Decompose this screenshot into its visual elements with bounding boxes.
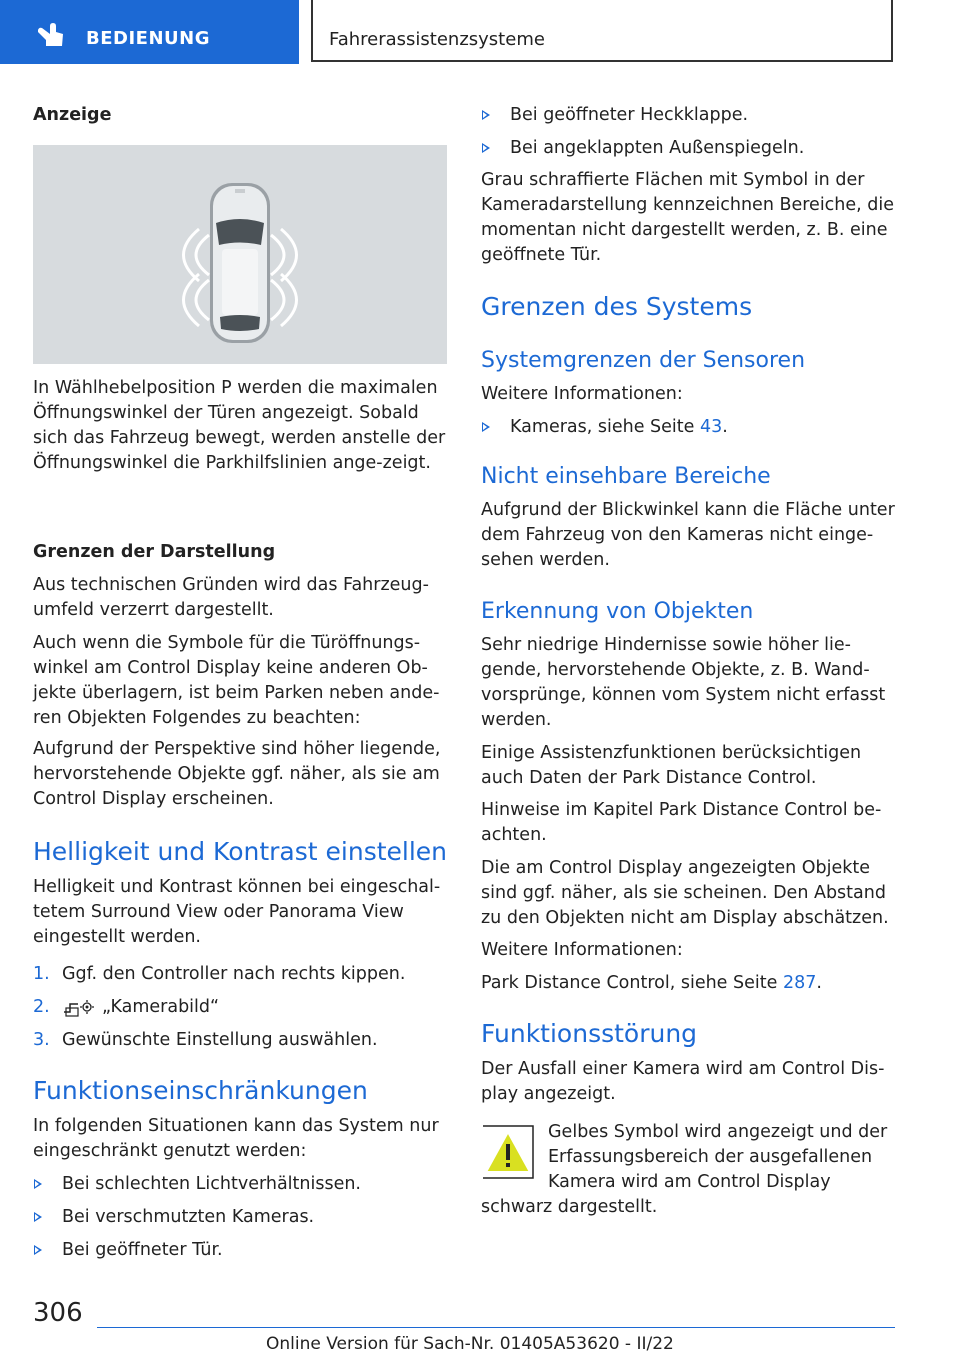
paragraph: Hinweise im Kapitel Park Distance Control be‐achten. [481,800,882,845]
paragraph: In folgenden Situationen kann das System nur eingeschränkt genutzt werden: [33,1116,439,1161]
triangle-bullet-icon [34,1179,42,1189]
einschraenkungen-heading: Funktionseinschränkungen [33,1076,368,1105]
car-top-view-illustration [33,145,447,364]
funktionsstoerung-heading: Funktionsstörung [481,1019,698,1048]
paragraph: Weitere Informationen: [481,384,683,404]
online-version-text: Online Version für Sach-Nr. 01405A53620 - II/22 [266,1334,674,1354]
section-title: BEDIENUNG [86,28,210,49]
triangle-bullet-icon [482,110,490,120]
page-link-43[interactable]: 43 [699,417,723,437]
anzeige-title: Anzeige [33,105,112,125]
page-number: 306 [33,1298,83,1328]
triangle-bullet-icon [482,422,490,432]
nicht-einsehbar-heading: Nicht einsehbare Bereiche [481,464,771,489]
paragraph: In Wählhebelposition P werden die maximalen Öffnungswinkel der Türen angezeigt. Sobald sich das Fahrzeug bewegt, werden anstelle der Öffnungswinkel die Parkhilfslinien ange‐zeigt. [33,378,446,473]
chapter-title: Fahrerassistenzsysteme [329,29,545,50]
car-top-view-icon [33,145,447,364]
paragraph: Einige Assistenzfunktionen berücksichtigen auch Daten der Park Distance Control. [481,743,862,788]
chapter-header [311,0,893,62]
paragraph: Sehr niedrige Hindernisse sowie höher lie‐gende, hervorstehende Objekte, z. B. Wand‐vorsprünge, können vom System nicht erfasst werden. [481,635,886,730]
helligkeit-heading: Helligkeit und Kontrast einstellen [33,837,448,866]
paragraph: Aus technischen Gründen wird das Fahrzeug‐umfeld verzerrt dargestellt. [33,575,429,620]
triangle-bullet-icon [482,143,490,153]
paragraph: Helligkeit und Kontrast können bei eingeschal‐tetem Surround View oder Panorama View eingestellt werden. [33,877,441,947]
footer-divider [97,1327,895,1328]
sensoren-heading: Systemgrenzen der Sensoren [481,348,806,373]
section-tab [0,0,299,64]
paragraph: Aufgrund der Blickwinkel kann die Fläche unter dem Fahrzeug von den Kameras nicht einge‐sehen werden. [481,500,895,570]
paragraph: Der Ausfall einer Kamera wird am Control Dis‐play angezeigt. [481,1059,885,1104]
grenzen-system-heading: Grenzen des Systems [481,292,753,321]
grenzen-darstellung-title: Grenzen der Darstellung [33,542,276,562]
paragraph: Aufgrund der Perspektive sind höher liegende, hervorstehende Objekte ggf. näher, als sie am Control Display erscheinen. [33,739,441,809]
triangle-bullet-icon [34,1245,42,1255]
hand-pointer-icon [32,20,66,48]
warning-line: Gelbes Symbol wird angezeigt und der [548,1122,888,1142]
page-link-287[interactable]: 287 [782,973,817,993]
paragraph: Die am Control Display angezeigten Objekte sind ggf. näher, als sie scheinen. Den Abstand zu den Objekten nicht am Display abschätzen. [481,858,889,928]
paragraph: Park Distance Control, siehe Seite 287. [481,973,822,993]
paragraph: Weitere Informationen: [481,940,683,960]
paragraph: Auch wenn die Symbole für die Türöffnungs‐winkel am Control Display keine anderen Ob‐jekte überlagern, ist beim Parken neben ande‐ren Objekten Folgendes zu beachten: [33,633,440,728]
warning-line: Erfassungsbereich der ausgefallenen [548,1147,873,1167]
camera-settings-icon [62,998,96,1020]
warning-line: Kamera wird am Control Display [548,1172,831,1192]
warning-triangle-icon [481,1124,535,1180]
paragraph: Grau schraffierte Flächen mit Symbol in der Kameradarstellung kennzeichnen Bereiche, die momentan nicht dargestellt werden, z. B. eine geöffnete Tür. [481,170,895,265]
warning-line: schwarz dargestellt. [481,1197,658,1217]
triangle-bullet-icon [34,1212,42,1222]
erkennung-heading: Erkennung von Objekten [481,599,754,624]
